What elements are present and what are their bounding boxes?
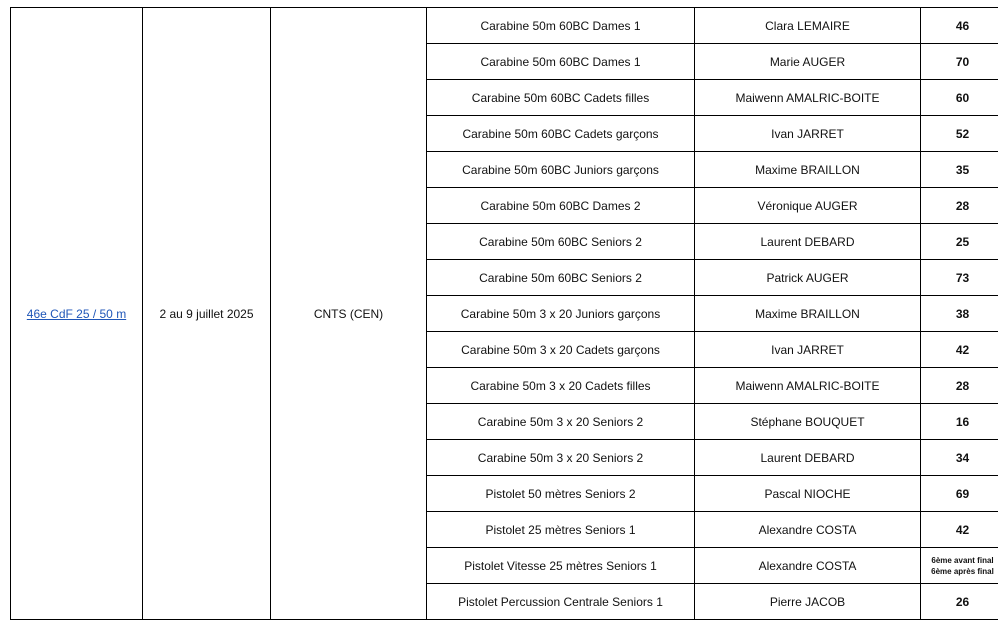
- category-cell: Carabine 50m 3 x 20 Seniors 2: [427, 440, 695, 476]
- athlete-cell: Clara LEMAIRE: [695, 8, 921, 44]
- event-name-link[interactable]: 46e CdF 25 / 50 m: [27, 307, 126, 321]
- rank-cell: 35: [921, 152, 998, 188]
- event-dates-cell: 2 au 9 juillet 2025: [143, 8, 271, 620]
- rank-cell: [921, 548, 998, 584]
- category-cell: Carabine 50m 60BC Juniors garçons: [427, 152, 695, 188]
- category-cell: Carabine 50m 60BC Dames 1: [427, 8, 695, 44]
- rank-cell: 60: [921, 80, 998, 116]
- rank-cell: 28: [921, 188, 998, 224]
- athlete-cell: Maxime BRAILLON: [695, 152, 921, 188]
- rank-cell: 70: [921, 44, 998, 80]
- athlete-cell: Marie AUGER: [695, 44, 921, 80]
- rank-cell: 42: [921, 332, 998, 368]
- athlete-cell: Laurent DEBARD: [695, 440, 921, 476]
- rank-cell: 42: [921, 512, 998, 548]
- category-cell: Pistolet Percussion Centrale Seniors 1: [427, 584, 695, 620]
- results-table-body: [11, 8, 998, 620]
- category-cell: Carabine 50m 60BC Dames 2: [427, 188, 695, 224]
- event-venue-cell: CNTS (CEN): [271, 8, 427, 620]
- athlete-cell: Véronique AUGER: [695, 188, 921, 224]
- athlete-cell: Stéphane BOUQUET: [695, 404, 921, 440]
- results-table: [10, 7, 998, 620]
- athlete-cell: Patrick AUGER: [695, 260, 921, 296]
- rank-cell: 38: [921, 296, 998, 332]
- event-name-cell: [11, 8, 143, 620]
- rank-cell: 69: [921, 476, 998, 512]
- category-cell: Pistolet Vitesse 25 mètres Seniors 1: [427, 548, 695, 584]
- category-cell: Carabine 50m 60BC Seniors 2: [427, 260, 695, 296]
- rank-cell: 16: [921, 404, 998, 440]
- rank-note-line: 6ème avant final: [923, 555, 998, 566]
- category-cell: Carabine 50m 60BC Dames 1: [427, 44, 695, 80]
- athlete-cell: Maxime BRAILLON: [695, 296, 921, 332]
- category-cell: Carabine 50m 3 x 20 Juniors garçons: [427, 296, 695, 332]
- category-cell: Carabine 50m 3 x 20 Seniors 2: [427, 404, 695, 440]
- rank-note-line: 6ème après final: [923, 566, 998, 577]
- athlete-cell: Ivan JARRET: [695, 116, 921, 152]
- athlete-cell: Laurent DEBARD: [695, 224, 921, 260]
- athlete-cell: Maiwenn AMALRIC-BOITE: [695, 80, 921, 116]
- category-cell: Carabine 50m 60BC Seniors 2: [427, 224, 695, 260]
- athlete-cell: Pascal NIOCHE: [695, 476, 921, 512]
- category-cell: Pistolet 25 mètres Seniors 1: [427, 512, 695, 548]
- rank-cell: 73: [921, 260, 998, 296]
- category-cell: Pistolet 50 mètres Seniors 2: [427, 476, 695, 512]
- athlete-cell: Pierre JACOB: [695, 584, 921, 620]
- results-sheet: [10, 7, 998, 605]
- athlete-cell: Alexandre COSTA: [695, 548, 921, 584]
- rank-cell: 52: [921, 116, 998, 152]
- athlete-cell: Maiwenn AMALRIC-BOITE: [695, 368, 921, 404]
- rank-cell: 26: [921, 584, 998, 620]
- rank-cell: 28: [921, 368, 998, 404]
- athlete-cell: Ivan JARRET: [695, 332, 921, 368]
- category-cell: Carabine 50m 3 x 20 Cadets garçons: [427, 332, 695, 368]
- rank-cell: 34: [921, 440, 998, 476]
- category-cell: Carabine 50m 3 x 20 Cadets filles: [427, 368, 695, 404]
- table-row: [11, 8, 998, 44]
- rank-cell: 46: [921, 8, 998, 44]
- athlete-cell: Alexandre COSTA: [695, 512, 921, 548]
- category-cell: Carabine 50m 60BC Cadets garçons: [427, 116, 695, 152]
- category-cell: Carabine 50m 60BC Cadets filles: [427, 80, 695, 116]
- rank-cell: 25: [921, 224, 998, 260]
